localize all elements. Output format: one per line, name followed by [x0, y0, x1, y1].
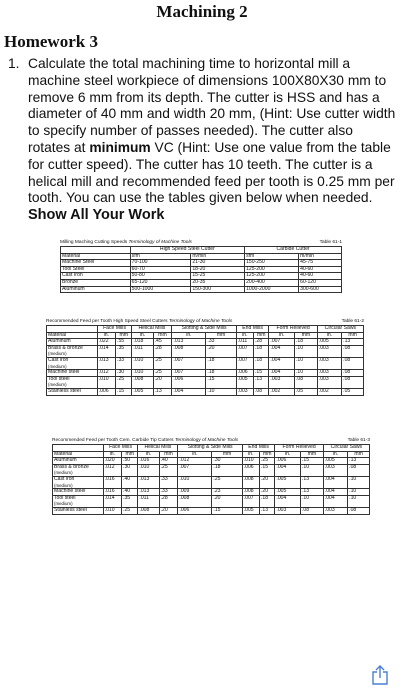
t3-value-cell: .006 — [275, 458, 301, 465]
t3-value-cell: .10 — [348, 476, 370, 488]
t2-unit-header: mm — [116, 332, 132, 339]
t2-group-header: Helical Mills — [132, 326, 172, 333]
t3-value-cell: .08 — [348, 464, 370, 476]
t3-value-cell: .004 — [323, 476, 347, 488]
t2-value-cell: .007 — [172, 370, 206, 377]
t2-value-cell: .006 — [172, 376, 206, 388]
table2-caption — [46, 319, 364, 324]
table1-cell: 45-75 — [299, 260, 342, 267]
t2-value-cell: .003 — [236, 388, 253, 395]
t3-value-cell: .15 — [301, 458, 324, 465]
table1-cell: 500-1000 — [130, 286, 191, 293]
t2-value-cell: .007 — [236, 345, 253, 357]
t2-value-cell: .003 — [269, 376, 295, 388]
t3-value-cell: .33 — [159, 489, 178, 496]
t2-value-cell: .45 — [153, 339, 172, 346]
t3-value-cell: .012 — [103, 464, 121, 476]
t3-value-cell: .003 — [323, 507, 347, 514]
t3-value-cell: .13 — [301, 489, 324, 496]
t3-row — [53, 507, 370, 514]
t3-value-cell: .007 — [242, 495, 259, 507]
table1-group-carbide: Carbide Cutter — [245, 247, 342, 254]
t3-value-cell: .003 — [323, 464, 347, 476]
t2-value-cell: .30 — [116, 370, 132, 377]
table1-caption-text: Milling Maching Cutting Speeds — [60, 240, 128, 245]
table1-cell: Bronze — [61, 279, 131, 286]
t3-unit-header: in. — [275, 451, 301, 458]
problem-body — [28, 56, 398, 224]
t2-material-cell — [47, 357, 98, 369]
t2-value-cell: .28 — [153, 345, 172, 357]
t3-value-cell: .010 — [138, 464, 159, 476]
t3-value-cell: .28 — [159, 495, 178, 507]
t3-value-cell: .005 — [275, 489, 301, 496]
t3-value-cell: .012 — [178, 458, 212, 465]
table3-caption — [52, 438, 370, 443]
t3-value-cell: .008 — [138, 507, 159, 514]
t2-value-cell: .003 — [317, 376, 341, 388]
t3-value-cell: .004 — [275, 495, 301, 507]
t2-value-cell: .007 — [269, 339, 295, 346]
t3-group-header: Form Relieved — [275, 445, 323, 452]
t2-value-cell: .006 — [97, 388, 115, 395]
t2-value-cell: .18 — [206, 357, 236, 369]
t2-value-cell: .008 — [132, 376, 153, 388]
table1-header: sfm — [245, 253, 299, 260]
t2-unit-header: in. — [97, 332, 115, 339]
t3-group-header: Face Mills — [103, 445, 138, 452]
t3-group-header: End Mills — [242, 445, 275, 452]
t2-value-cell: .55 — [116, 339, 132, 346]
t3-value-cell: .18 — [212, 464, 242, 476]
t2-value-cell: .18 — [206, 370, 236, 377]
t2-value-cell: .003 — [317, 370, 341, 377]
table1-cell: Aluminum — [61, 286, 131, 293]
t3-row — [53, 458, 370, 465]
t3-value-cell: .013 — [138, 489, 159, 496]
t2-value-cell: .004 — [269, 345, 295, 357]
t3-value-cell: .30 — [122, 464, 138, 476]
t3-value-cell: .005 — [275, 476, 301, 488]
table1-header: Material — [61, 253, 131, 260]
t2-value-cell: .011 — [132, 345, 153, 357]
t2-value-cell: .011 — [236, 339, 253, 346]
t3-value-cell: .009 — [178, 489, 212, 496]
t3-value-cell: .35 — [122, 495, 138, 507]
t3-unit-header: mm — [301, 451, 324, 458]
t3-unit-header: in. — [103, 451, 121, 458]
t2-value-cell: .08 — [342, 357, 364, 369]
t3-value-cell: .40 — [122, 476, 138, 488]
problem-text: Calculate the total machining time to horizontal mill a machine steel workpiece of dimensions 100X80X30 mm to remove 6 mm from its depth. The cutter is HSS and has a diameter of 40 mm and width 20 mm, (Hint: Use cutter width to specify number of passes needed). The cutter also rotates at — [28, 56, 396, 155]
t2-material-cell — [47, 388, 98, 395]
t2-group-header: Form Relieved — [269, 326, 317, 333]
table1-cell: 20-35 — [191, 279, 245, 286]
t2-unit-header: mm — [254, 332, 269, 339]
t2-value-cell: .08 — [295, 376, 318, 388]
t3-row — [53, 464, 370, 476]
t2-unit-header: mm — [153, 332, 172, 339]
t3-value-cell: .13 — [260, 507, 275, 514]
t3-value-cell: .004 — [323, 489, 347, 496]
t2-value-cell: .18 — [295, 339, 318, 346]
t3-value-cell: .15 — [260, 464, 275, 476]
t3-value-cell: .25 — [159, 464, 178, 476]
table1-cell: 40-60 — [299, 273, 342, 280]
t3-value-cell: .08 — [348, 507, 370, 514]
t2-value-cell: .33 — [116, 357, 132, 369]
t2-value-cell: .003 — [317, 357, 341, 369]
t3-unit-header: in. — [323, 451, 347, 458]
t2-value-cell: .25 — [153, 357, 172, 369]
t3-group-header: Helical Mills — [138, 445, 178, 452]
t2-value-cell: .005 — [317, 339, 341, 346]
t3-value-cell: .006 — [178, 507, 212, 514]
table1-cell: Tool Steel — [61, 266, 131, 273]
t2-unit-header: mm — [295, 332, 318, 339]
t2-value-cell: .35 — [116, 345, 132, 357]
table2-caption-note: Terminology of Machine Tools — [168, 319, 233, 324]
t2-value-cell: .25 — [116, 376, 132, 388]
table2-group-row — [47, 326, 364, 333]
t2-value-cell: .15 — [206, 376, 236, 388]
t3-value-cell: .008 — [178, 495, 212, 507]
t3-material-sub: (medium) — [54, 482, 73, 488]
t3-value-cell: .15 — [212, 507, 242, 514]
t2-value-cell: .10 — [206, 388, 236, 395]
t3-value-cell: .08 — [301, 507, 324, 514]
table1-group-hss: High Speed Steel Cutter — [130, 247, 244, 254]
t2-material-sub: (medium) — [48, 382, 67, 388]
t2-value-cell: .20 — [206, 345, 236, 357]
t3-unit-header: mm — [212, 451, 242, 458]
t2-row — [47, 345, 364, 357]
t2-value-cell: .013 — [97, 357, 115, 369]
t3-value-cell: .50 — [122, 458, 138, 465]
t2-unit-header: mm — [342, 332, 364, 339]
t3-value-cell: .10 — [301, 464, 324, 476]
t3-material-name: Machine steel — [54, 488, 86, 495]
table1-cell: 125-200 — [245, 273, 299, 280]
t3-value-cell: .20 — [212, 495, 242, 507]
t2-value-cell: .20 — [153, 376, 172, 388]
t3-value-cell: .25 — [260, 458, 275, 465]
t2-value-cell: .010 — [132, 370, 153, 377]
table1-header: m/min — [191, 253, 245, 260]
t3-value-cell: .23 — [212, 489, 242, 496]
t3-value-cell: .33 — [159, 476, 178, 488]
t3-material-sub: (medium) — [54, 501, 73, 507]
t3-value-cell: .020 — [103, 458, 121, 465]
hss-feed-table — [46, 325, 364, 396]
t2-group-header: Slotting & Side Mills — [172, 326, 236, 333]
table1-cell: Machine Steel — [61, 260, 131, 267]
t2-material-name: Machine steel — [48, 369, 80, 376]
problem-bold-end: Show All Your Work — [28, 207, 165, 224]
t2-value-cell: .33 — [206, 339, 236, 346]
t2-value-cell: .004 — [269, 370, 295, 377]
t3-value-cell: .010 — [103, 507, 121, 514]
t2-material-name: Cast iron — [48, 356, 69, 363]
table1-cell: 15-25 — [191, 273, 245, 280]
t2-row — [47, 376, 364, 388]
t2-value-cell: .005 — [236, 376, 253, 388]
t2-value-cell: .25 — [153, 370, 172, 377]
problem-bold-word: minimum — [89, 139, 151, 155]
table1-cell: 21-30 — [191, 260, 245, 267]
table1-cell: 150-250 — [245, 260, 299, 267]
t3-value-cell: .004 — [275, 464, 301, 476]
t2-value-cell: .18 — [254, 345, 269, 357]
t2-value-cell: .014 — [97, 345, 115, 357]
table1-cell: Cast Iron — [61, 273, 131, 280]
t2-row — [47, 388, 364, 395]
share-icon-glyph — [371, 665, 389, 685]
t2-value-cell: .004 — [269, 357, 295, 369]
t2-group-header: End Mills — [236, 326, 269, 333]
t3-value-cell: .10 — [348, 495, 370, 507]
t2-material-sub: (medium) — [48, 351, 67, 357]
t2-material-name: Stainless steel — [48, 387, 81, 394]
problem-number: 1. — [8, 56, 20, 71]
t2-value-cell: .002 — [317, 388, 341, 395]
table2-body — [47, 339, 364, 395]
table3-caption-note: Terminology of Machine Tools — [174, 438, 239, 443]
t3-value-cell: .18 — [260, 495, 275, 507]
t3-value-cell: .30 — [212, 458, 242, 465]
t3-material-name: Aluminum — [54, 457, 77, 464]
t2-value-cell: .28 — [254, 339, 269, 346]
t2-value-cell: .08 — [254, 388, 269, 395]
t3-value-cell: .008 — [242, 489, 259, 496]
t3-value-cell: .011 — [138, 495, 159, 507]
t3-value-cell: .010 — [242, 458, 259, 465]
table1-header: sfm — [130, 253, 191, 260]
t3-value-cell: .013 — [138, 476, 159, 488]
t2-unit-header: in. — [132, 332, 153, 339]
t2-value-cell: .13 — [254, 376, 269, 388]
t3-value-cell: .13 — [301, 476, 324, 488]
t3-value-cell: .008 — [242, 476, 259, 488]
t3-row — [53, 489, 370, 496]
t3-material-name: Stainless steel — [54, 506, 87, 513]
t2-row — [47, 357, 364, 369]
t3-material-name: Cast iron — [54, 475, 75, 482]
t2-value-cell: .022 — [97, 339, 115, 346]
problem-text-2: VC (Hint: Use one value from the table for cutter speed). The cutter has 10 teeth. The cutter is a helical mill and recommended feed per tooth is 0.25 mm per tooth. You can use the tables given below when needed. — [28, 139, 395, 206]
t2-value-cell: .15 — [254, 370, 269, 377]
t2-group-header: Face Mills — [97, 326, 132, 333]
t2-value-cell: .018 — [132, 339, 153, 346]
t2-value-cell: .18 — [254, 357, 269, 369]
table1-caption-right: Table 61-1 — [319, 240, 342, 245]
table1-cell: 50-80 — [130, 273, 191, 280]
t3-material-cell — [53, 464, 104, 476]
t2-material-label: Material — [47, 332, 98, 339]
table1-cell: 1000-2000 — [245, 286, 299, 293]
t2-unit-header: mm — [206, 332, 236, 339]
t3-unit-header: mm — [348, 451, 370, 458]
t3-unit-header: in. — [178, 451, 212, 458]
t2-value-cell: .010 — [97, 376, 115, 388]
table1-cell: 300-600 — [299, 286, 342, 293]
t3-material-label: Material — [53, 451, 104, 458]
table1-caption — [60, 240, 342, 245]
t3-value-cell: .016 — [103, 489, 121, 496]
table3-caption-text: Recommended Feed per Tooth Cem. Carbide Tip Cutters — [52, 438, 174, 443]
t2-value-cell: .003 — [317, 345, 341, 357]
t2-unit-header: in. — [317, 332, 341, 339]
t3-unit-header: mm — [122, 451, 138, 458]
t2-value-cell: .006 — [236, 370, 253, 377]
t3-material-cell — [53, 495, 104, 507]
t3-value-cell: .016 — [103, 476, 121, 488]
t3-material-cell — [53, 507, 104, 514]
table2-caption-right: Table 61-2 — [341, 319, 364, 324]
table1-row — [61, 286, 342, 293]
table3-body — [53, 458, 370, 514]
document-title: Machining 2 — [156, 2, 248, 21]
t2-value-cell: .10 — [295, 345, 318, 357]
t2-group-header: Circular Saws — [317, 326, 363, 333]
t2-value-cell: .08 — [342, 376, 364, 388]
t2-value-cell: .13 — [342, 339, 364, 346]
t2-value-cell: .008 — [172, 345, 206, 357]
t2-material-cell — [47, 376, 98, 388]
t2-value-cell: .007 — [236, 357, 253, 369]
table1-header: m/min — [299, 253, 342, 260]
t2-value-cell: .010 — [132, 357, 153, 369]
problem-statement — [8, 56, 398, 224]
t3-value-cell: .006 — [242, 464, 259, 476]
t3-value-cell: .20 — [260, 476, 275, 488]
cutting-speeds-table — [60, 246, 342, 293]
t3-unit-header: in. — [138, 451, 159, 458]
t2-value-cell: .002 — [269, 388, 295, 395]
table1-cell: 200-400 — [245, 279, 299, 286]
t2-value-cell: .08 — [342, 370, 364, 377]
t2-unit-header: in. — [269, 332, 295, 339]
t3-unit-header: mm — [159, 451, 178, 458]
t3-material-sub: (medium) — [54, 470, 73, 476]
t3-material-name: Tool steel — [54, 494, 76, 501]
t2-value-cell: .10 — [295, 357, 318, 369]
t3-row — [53, 476, 370, 488]
table1-cell: 40-60 — [299, 266, 342, 273]
t2-value-cell: .012 — [97, 370, 115, 377]
t3-value-cell: .014 — [103, 495, 121, 507]
t3-material-cell — [53, 476, 104, 488]
t3-value-cell: .10 — [348, 489, 370, 496]
t3-value-cell: .005 — [323, 458, 347, 465]
t3-value-cell: .20 — [159, 507, 178, 514]
t3-value-cell: .004 — [323, 495, 347, 507]
table3-caption-right: Table 61-3 — [347, 438, 370, 443]
table1-body — [61, 260, 342, 293]
t2-value-cell: .13 — [153, 388, 172, 395]
table1-cell: 65-120 — [130, 279, 191, 286]
share-icon[interactable] — [371, 665, 389, 685]
t2-material-name: Tool steel — [48, 375, 70, 382]
t2-material-name: Aluminum — [48, 338, 71, 345]
t2-unit-header: in. — [236, 332, 253, 339]
homework-title: Homework 3 — [4, 32, 98, 51]
t3-group-header: Slotting & Side Mills — [178, 445, 242, 452]
t2-value-cell: .08 — [342, 345, 364, 357]
t3-group-header: Circular Saws — [323, 445, 369, 452]
t2-material-name: Brass & bronze — [48, 344, 83, 351]
table1-cell: 60-120 — [299, 279, 342, 286]
table1-cell: 125-200 — [245, 266, 299, 273]
t3-value-cell: .25 — [122, 507, 138, 514]
t2-value-cell: .05 — [342, 388, 364, 395]
t3-value-cell: .40 — [122, 489, 138, 496]
table2-unit-row — [47, 332, 364, 339]
t3-value-cell: .20 — [260, 489, 275, 496]
t3-value-cell: .007 — [178, 464, 212, 476]
table3-group-row — [53, 445, 370, 452]
t3-value-cell: .10 — [301, 495, 324, 507]
table1-caption-note: Terminology of Machine Tools — [128, 240, 192, 245]
t3-value-cell: .016 — [138, 458, 159, 465]
t2-material-cell — [47, 345, 98, 357]
t3-value-cell: .25 — [212, 476, 242, 488]
t2-row — [47, 339, 364, 346]
t2-row — [47, 370, 364, 377]
table3-unit-row — [53, 451, 370, 458]
t3-unit-header: mm — [260, 451, 275, 458]
t3-row — [53, 495, 370, 507]
table1-cell: 150-300 — [191, 286, 245, 293]
t2-value-cell: .10 — [295, 370, 318, 377]
t2-value-cell: .05 — [295, 388, 318, 395]
t3-material-name: Brass & bronze — [54, 463, 89, 470]
t3-unit-header: in. — [242, 451, 259, 458]
table1-cell: 70-100 — [130, 260, 191, 267]
t2-value-cell: .007 — [172, 357, 206, 369]
t3-value-cell: .13 — [348, 458, 370, 465]
t3-value-cell: .003 — [275, 507, 301, 514]
t3-value-cell: .005 — [242, 507, 259, 514]
carbide-feed-table — [52, 444, 370, 515]
table1-cell: 60-70 — [130, 266, 191, 273]
table1-cell: 18-20 — [191, 266, 245, 273]
t2-unit-header: in. — [172, 332, 206, 339]
t2-value-cell: .004 — [172, 388, 206, 395]
t2-value-cell: .15 — [116, 388, 132, 395]
t2-material-sub: (medium) — [48, 363, 67, 369]
t3-value-cell: .40 — [159, 458, 178, 465]
t2-value-cell: .013 — [172, 339, 206, 346]
table2-caption-text: Recommended Feed per Tooth High Speed Steel Cutters — [46, 319, 168, 324]
t3-value-cell: .010 — [178, 476, 212, 488]
t2-value-cell: .005 — [132, 388, 153, 395]
